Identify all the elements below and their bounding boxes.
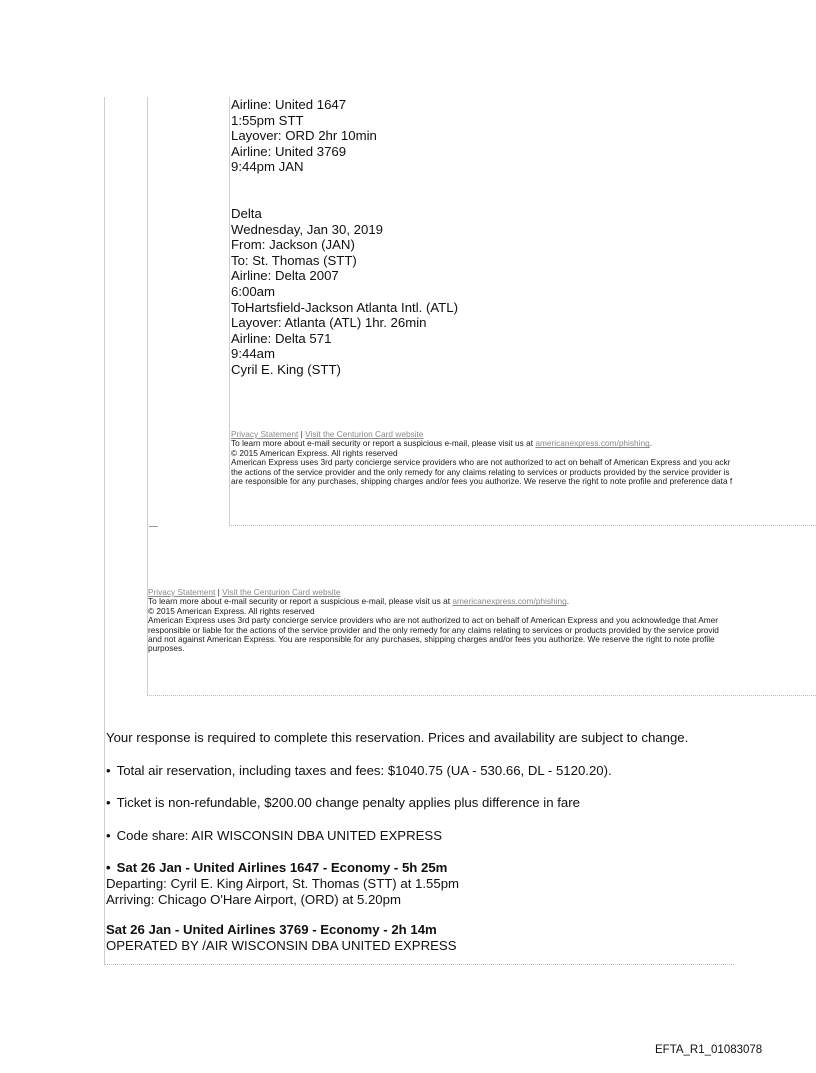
itinerary-line: Airline: Delta 2007	[231, 268, 339, 284]
disclaimer-line: are responsible for any purchases, shipping charges and/or fees you authorize. We reserve the right to note profile and preference data f	[231, 476, 733, 487]
divider-mark	[149, 526, 158, 527]
response-required-text: Your response is required to complete this reservation. Prices and availability are subject to change.	[106, 730, 689, 745]
centurion-card-link[interactable]: Visit the Centurion Card website	[222, 588, 341, 597]
middle-quote-bottom-rule	[147, 695, 816, 696]
itinerary-line: Cyril E. King (STT)	[231, 361, 341, 377]
copyright-text: © 2015 American Express. All rights reserved	[231, 447, 398, 458]
itinerary-line: Layover: Atlanta (ATL) 1hr. 26min	[231, 315, 427, 331]
itinerary-block	[231, 97, 458, 378]
phishing-link[interactable]: americanexpress.com/phishing	[452, 596, 567, 607]
flight2-title: Sat 26 Jan - United Airlines 3769 - Economy - 2h 14m	[106, 922, 437, 938]
itinerary-line: Wednesday, Jan 30, 2019	[231, 221, 384, 237]
reservation-details	[106, 730, 688, 953]
disclaimer-line: the actions of the service provider and the only remedy for any claims relating to services or products provided by the service provider is	[231, 466, 730, 477]
itinerary-line: From: Jackson (JAN)	[231, 237, 355, 253]
link-separator: |	[300, 430, 303, 439]
outer-quote-border	[104, 97, 105, 964]
inner-quote-border	[229, 97, 230, 525]
privacy-statement-link[interactable]: Privacy Statement	[231, 430, 299, 439]
centurion-card-link[interactable]: Visit the Centurion Card website	[305, 430, 424, 439]
outer-amex-footer: Privacy Statement | Visit the Centurion Card website To learn more about e-mail security or report a suspicious e-mail, please visit us at americanexpress.com/phishing. © 2015 American Express. All rights reserved American Express uses 3rd party concierge service providers who are not authorized to act on behalf of American Express and you acknowledge that Amer responsible or liable for the actions of the service provider and the only remedy for any claims relating to services or products provided by the service provid and not against American Express. You are responsible for any purchases, shipping charges and/or fees you authorize. We reserve the right to note profile purposes.	[148, 588, 816, 654]
inner-quote-bottom-rule	[229, 525, 816, 526]
link-separator: |	[217, 588, 220, 597]
itinerary-line: 9:44am	[231, 346, 275, 362]
itinerary-line: Airline: United 1647	[231, 97, 347, 112]
itinerary-line: Layover: ORD 2hr 10min	[231, 128, 377, 144]
bullet-total: • Total air reservation, including taxes and fees: $1040.75 (UA - 530.66, DL - 5120.20).	[106, 763, 688, 779]
flight2-operated: OPERATED BY /AIR WISCONSIN DBA UNITED EXPRESS	[106, 937, 457, 953]
bullet-ticket: • Ticket is non-refundable, $200.00 change penalty applies plus difference in fare	[106, 795, 688, 811]
disclaimer-line: American Express uses 3rd party concierge service providers who are not authorized to act on behalf of American Express and you ackr	[231, 457, 731, 468]
itinerary-line: 6:00am	[231, 283, 275, 299]
flight1-departing: Departing: Cyril E. King Airport, St. Thomas (STT) at 1.55pm	[106, 875, 460, 891]
itinerary-line: ToHartsfield-Jackson Atlanta Intl. (ATL)	[231, 299, 458, 315]
security-text: To learn more about e-mail security or report a suspicious e-mail, please visit us at	[231, 438, 534, 449]
itinerary-line: 9:44pm JAN	[231, 159, 304, 175]
disclaimer-line: responsible or liable for the actions of the service provider and the only remedy for any claims relating to services or products provided by the service provid	[148, 624, 719, 635]
flight1-arriving: Arriving: Chicago O'Hare Airport, (ORD) at 5.20pm	[106, 891, 401, 907]
outer-quote-bottom-rule	[104, 964, 734, 965]
itinerary-line: Airline: Delta 571	[231, 330, 332, 346]
bullet-codeshare: • Code share: AIR WISCONSIN DBA UNITED EXPRESS	[106, 828, 688, 844]
itinerary-line: 1:55pm STT	[231, 112, 304, 128]
security-text: To learn more about e-mail security or report a suspicious e-mail, please visit us at	[148, 596, 451, 607]
document-id: EFTA_R1_01083078	[655, 1044, 763, 1056]
phishing-link[interactable]: americanexpress.com/phishing	[535, 438, 650, 449]
itinerary-line: Delta	[231, 205, 262, 221]
copyright-text: © 2015 American Express. All rights reserved	[148, 605, 315, 616]
disclaimer-line: and not against American Express. You are responsible for any purchases, shipping charges and/or fees you authorize. We reserve the right to note profile	[148, 634, 715, 645]
itinerary-line: Airline: United 3769	[231, 143, 347, 159]
inner-amex-footer: Privacy Statement | Visit the Centurion Card website To learn more about e-mail security or report a suspicious e-mail, please visit us at americanexpress.com/phishing. © 2015 American Express. All rights reserved American Express uses 3rd party concierge service providers who are not authorized to act on behalf of American Express and you ackr the actions of the service provider and the only remedy for any claims relating to services or products provided by the service provider is are responsible for any purchases, shipping charges and/or fees you authorize. We reserve the right to note profile and preference data f	[231, 430, 816, 486]
flight1-title: • Sat 26 Jan - United Airlines 1647 - Economy - 5h 25m	[106, 860, 688, 876]
disclaimer-line: purposes.	[148, 643, 185, 654]
itinerary-line: To: St. Thomas (STT)	[231, 252, 357, 268]
disclaimer-line: American Express uses 3rd party concierge service providers who are not authorized to act on behalf of American Express and you acknowledge that Amer	[148, 615, 719, 626]
privacy-statement-link[interactable]: Privacy Statement	[148, 588, 216, 597]
